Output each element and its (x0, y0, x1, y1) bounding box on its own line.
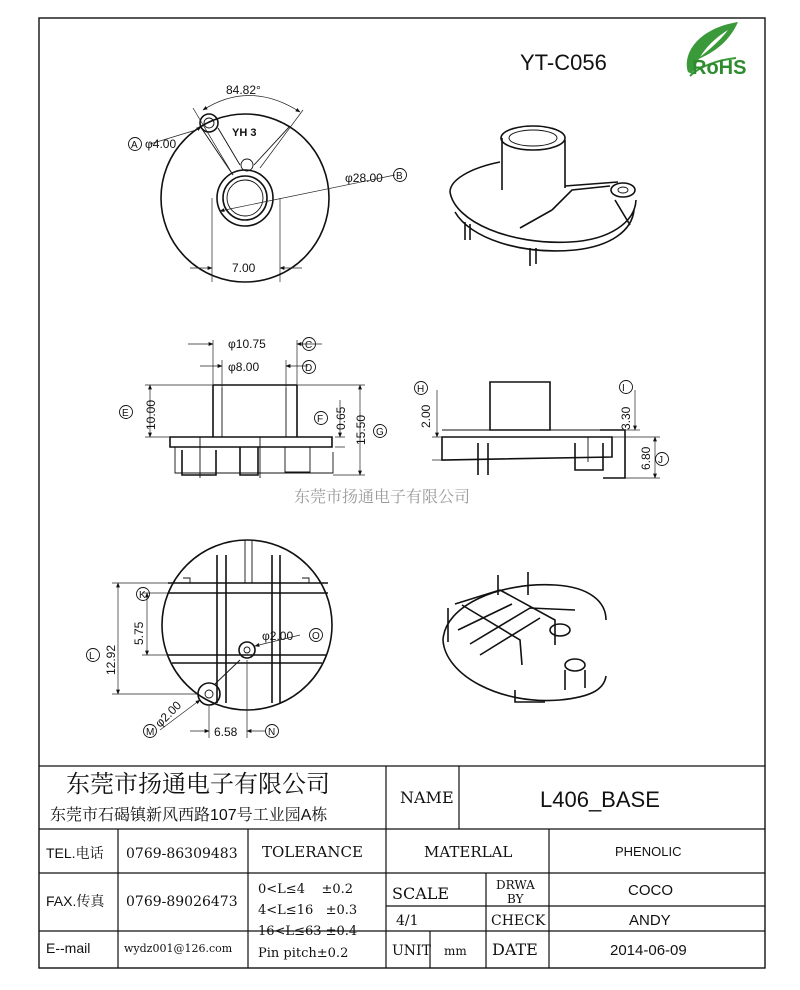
dim-A: φ4.00 (145, 137, 177, 151)
dim-N: 6.58 (214, 725, 238, 739)
dim-K: 5.75 (132, 621, 146, 645)
dim-M: φ2.00 (152, 698, 185, 731)
drwa-label-1: DRWA (496, 878, 535, 892)
rohs-text: RoHS (692, 57, 747, 79)
date-value: 2014-06-09 (610, 942, 687, 959)
unit-label: UNIT (392, 943, 431, 959)
label-A: A (131, 140, 138, 151)
drwa-value: COCO (628, 882, 673, 899)
dim-G: 15.50 (354, 414, 368, 445)
dim-E: 10.00 (144, 399, 158, 430)
part-number: YT-C056 (520, 50, 607, 75)
dim-D: φ8.00 (228, 360, 260, 374)
scale-label: SCALE (392, 884, 450, 903)
dim-O: φ2.00 (262, 629, 294, 643)
label-D: D (305, 363, 313, 374)
label-L: L (89, 651, 95, 662)
bottom-view (87, 540, 333, 739)
company-name: 东莞市扬通电子有限公司 (66, 771, 330, 798)
label-I: I (622, 383, 625, 394)
tol-4: Pin pitch±0.2 (258, 946, 349, 961)
email-label: E--mail (46, 940, 91, 956)
dim-angle: 84.82° (226, 83, 261, 97)
drwa-label-2: BY (507, 892, 524, 906)
dim-H: 2.00 (419, 404, 433, 428)
rohs-logo (687, 22, 747, 79)
label-M: M (146, 727, 155, 738)
label-F: F (317, 414, 324, 425)
fax-label: FAX.传真 (46, 893, 105, 909)
label-O: O (312, 631, 320, 642)
dim-I: 3.30 (619, 406, 633, 430)
label-H: H (417, 384, 425, 395)
tolerance-label: TOLERANCE (262, 843, 363, 861)
email-value: wydz001@126.com (124, 942, 233, 955)
date-label: DATE (492, 940, 538, 959)
dim-bottom-width: 7.00 (232, 261, 256, 275)
fax-value: 0769-89026473 (126, 894, 238, 910)
material-value: PHENOLIC (615, 844, 682, 859)
iso-view-top (450, 126, 636, 266)
watermark: 东莞市扬通电子有限公司 (294, 489, 471, 506)
label-E: E (122, 408, 129, 419)
unit-value: mm (444, 944, 467, 958)
company-address: 东莞市石碣镇新风西路107号工业园A栋 (50, 807, 328, 824)
dim-J: 6.80 (639, 446, 653, 470)
label-K: K (139, 590, 146, 601)
name-label: NAME (400, 788, 454, 807)
check-value: ANDY (629, 912, 671, 929)
label-J: J (658, 455, 663, 466)
check-label: CHECK (491, 913, 546, 929)
scale-value: 4/1 (396, 913, 419, 929)
label-G: G (376, 427, 384, 438)
front-view (120, 337, 387, 478)
name-value: L406_BASE (540, 787, 660, 812)
material-label: MATERLAL (424, 843, 513, 861)
top-mark: YH 3 (232, 127, 257, 139)
dim-B: φ28.00 (345, 171, 383, 185)
iso-view-bottom (443, 572, 606, 702)
label-B: B (396, 171, 403, 182)
tel-label: TEL.电话 (46, 845, 104, 861)
side-view (415, 381, 669, 479)
tol-2: 4<L≤16 ±0.3 (258, 903, 358, 918)
dim-C: φ10.75 (228, 337, 266, 351)
tel-value: 0769-86309483 (126, 846, 238, 862)
dim-L: 12.92 (104, 644, 118, 675)
tol-3: 16<L≤63 ±0.4 (258, 924, 358, 939)
label-N: N (268, 727, 276, 738)
tol-1: 0<L≤4 ±0.2 (258, 882, 354, 897)
label-C: C (305, 340, 313, 351)
dim-F: 0.65 (334, 406, 348, 430)
top-view (129, 83, 407, 282)
